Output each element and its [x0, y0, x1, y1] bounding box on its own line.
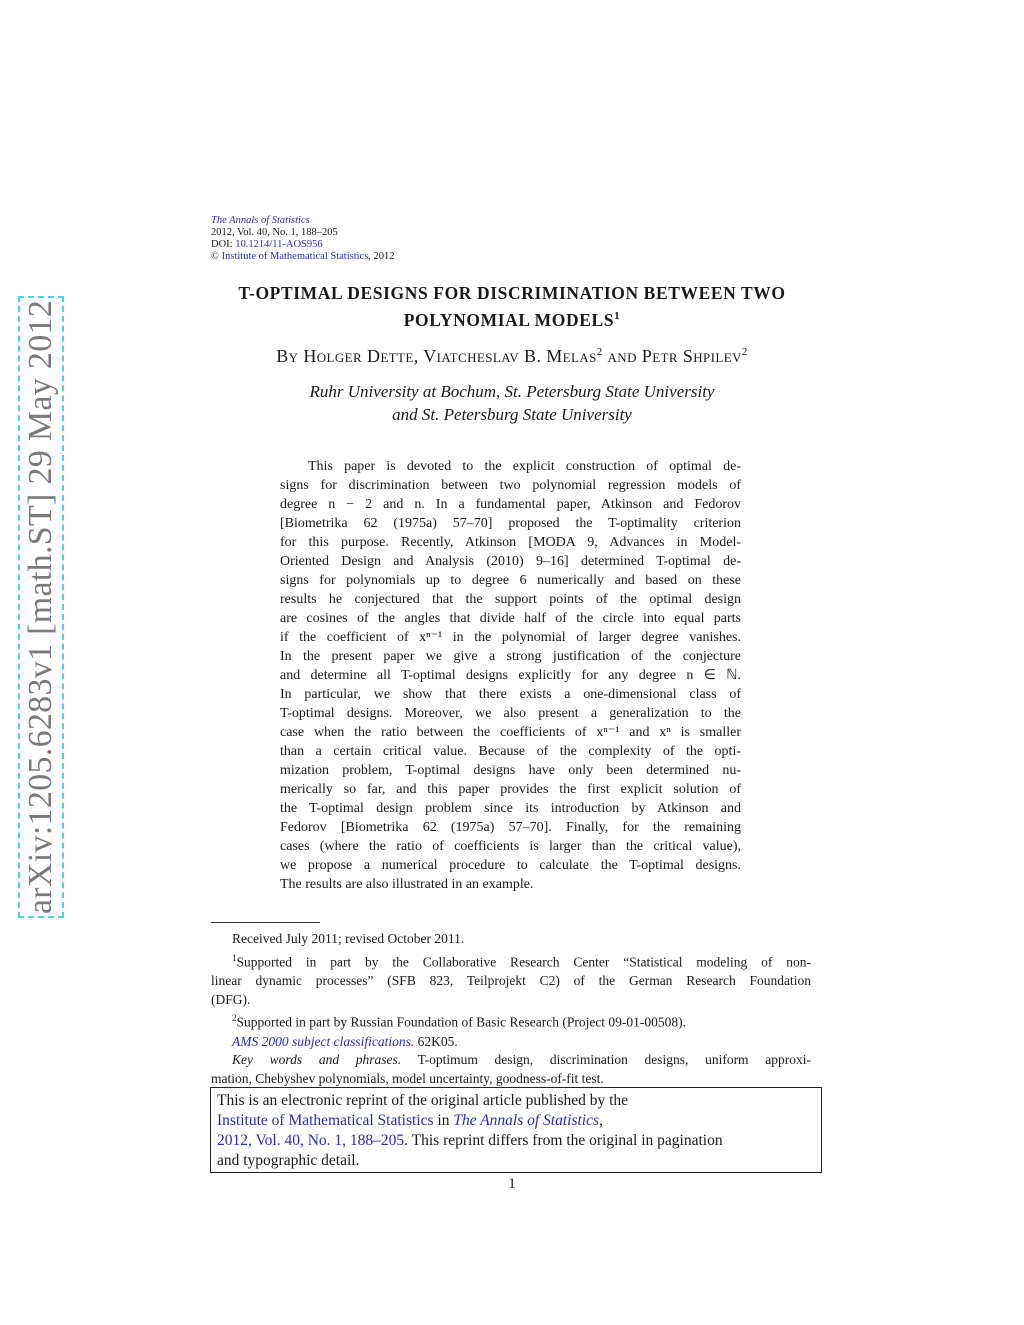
ams-classification-value: 62K05.: [414, 1033, 458, 1049]
copyright-line: [211, 251, 395, 263]
abstract-line: if the coefficient of xⁿ⁻¹ in the polynomial of larger degree vanishes.: [280, 630, 741, 645]
doi-link[interactable]: 10.1214/11-AOS956: [235, 239, 323, 250]
journal-name-link[interactable]: The Annals of Statistics: [211, 215, 310, 226]
page-number: 1: [508, 1176, 516, 1192]
paper-title: [212, 282, 812, 332]
reprint-journal-link[interactable]: The Annals of Statistics: [453, 1112, 600, 1129]
abstract-line: Oriented Design and Analysis (2010) 9–16] determined T-optimal de-: [280, 554, 741, 569]
arxiv-side-stamp: [18, 296, 64, 918]
keywords-text-1: T-optimum design, discrimination designs, uniform approxi-: [401, 1052, 811, 1068]
keywords-line-2: mation, Chebyshev polynomials, model uncertainty, goodness-of-fit test.: [211, 1070, 604, 1086]
journal-issue: 2012, Vol. 40, No. 1, 188–205: [211, 227, 338, 238]
author-and: and: [602, 346, 642, 366]
copyright-symbol: ©: [211, 251, 219, 262]
abstract-line: signs for discrimination between two polynomial regression models of: [280, 478, 741, 493]
title-line-2: [212, 305, 812, 332]
journal-header: [211, 215, 395, 263]
title-line-2-text: POLYNOMIAL MODELS: [403, 309, 615, 330]
footnote-1-line-1: [211, 949, 811, 972]
footnote-2-text: Supported in part by Russian Foundation of Basic Research (Project 09-01-00508).: [236, 1014, 687, 1030]
abstract-line: T-optimal designs. Moreover, we also present a generalization to the: [280, 706, 741, 721]
abstract-line: In particular, we show that there exists a one-dimensional class of: [280, 687, 741, 702]
abstract-line: case when the ratio between the coefficients of xⁿ⁻¹ and xⁿ is smaller: [280, 725, 741, 740]
abstract-line: Fedorov [Biometrika 62 (1975a) 57–70]. Finally, for the remaining: [280, 820, 741, 835]
authors-prefix: By: [276, 346, 304, 366]
affiliation-line-1: Ruhr University at Bochum, St. Petersburg State University: [309, 382, 715, 401]
abstract-line: This paper is devoted to the explicit construction of optimal de-: [308, 459, 741, 474]
abstract-line: cases (where the ratio of coefficients is larger than the critical value),: [280, 839, 741, 854]
footnote-1-line-2: linear dynamic processes” (SFB 823, Teilprojekt C2) of the German Research Foundation: [211, 972, 811, 988]
title-footnote-mark: 1: [614, 310, 621, 322]
footnote-2-mark: 2: [232, 1013, 237, 1024]
footnote-rule: [211, 922, 320, 923]
abstract-line: we propose a numerical procedure to calculate the T-optimal designs.: [280, 858, 741, 873]
doi-label: DOI:: [211, 239, 236, 250]
author-shpilev: Petr Shpilev: [641, 346, 742, 366]
copyright-year: , 2012: [368, 251, 395, 262]
received-dates: Received July 2011; revised October 2011.: [232, 931, 465, 946]
footnote-1-line-3: (DFG).: [211, 991, 251, 1007]
abstract-line: the T-optimal design problem since its introduction by Atkinson and: [280, 801, 741, 816]
reprint-line-2: [217, 1111, 815, 1131]
affiliation-line-2: and St. Petersburg State University: [392, 405, 632, 424]
affiliations: [212, 380, 812, 426]
author-dette: Holger Dette: [303, 346, 414, 366]
author-shpilev-mark: 2: [741, 346, 748, 358]
reprint-citation-link[interactable]: 2012, Vol. 40, No. 1, 188–205: [217, 1132, 405, 1149]
reprint-notice: [210, 1087, 822, 1173]
abstract-line: for this purpose. Recently, Atkinson [MODA 9, Advances in Model-: [280, 535, 741, 550]
footnote-2: [211, 1009, 811, 1032]
keywords-line-1: [211, 1051, 811, 1070]
reprint-line-1: This is an electronic reprint of the original article published by the: [217, 1092, 629, 1109]
abstract-line: [Biometrika 62 (1975a) 57–70] proposed the T-optimality criterion: [280, 516, 741, 531]
reprint-line-3: [217, 1131, 815, 1151]
author-melas-mark: 2: [596, 346, 603, 358]
abstract-line: are cosines of the angles that divide half of the circle into equal parts: [280, 611, 741, 626]
footnote-1-mark: 1: [232, 952, 237, 963]
abstract-line: merically so far, and this paper provides the first explicit solution of: [280, 782, 741, 797]
abstract-line: signs for polynomials up to degree 6 numerically and based on these: [280, 573, 741, 588]
reprint-line-4: and typographic detail.: [217, 1152, 360, 1169]
reprint-publisher-link[interactable]: Institute of Mathematical Statistics: [217, 1112, 434, 1129]
abstract-line: The results are also illustrated in an example.: [280, 877, 534, 892]
ams-classification-link[interactable]: AMS 2000 subject classifications.: [232, 1033, 415, 1049]
abstract-line: In the present paper we give a strong justification of the conjecture: [280, 649, 741, 664]
reprint-comma: ,: [599, 1112, 603, 1129]
reprint-in: in: [433, 1112, 454, 1129]
footnote-1-text-1: Supported in part by the Collaborative Research Center “Statistical modeling of non-: [236, 954, 811, 970]
publisher-link[interactable]: Institute of Mathematical Statistics: [221, 251, 369, 262]
abstract-line: degree n − 2 and n. In a fundamental paper, Atkinson and Fedorov: [280, 497, 741, 512]
title-line-1: T-OPTIMAL DESIGNS FOR DISCRIMINATION BETWEEN TWO: [238, 283, 786, 303]
doi-line: [211, 239, 395, 251]
author-separator: ,: [413, 346, 424, 366]
arxiv-identifier: arXiv:1205.6283v1 [math.ST] 29 May 2012: [22, 299, 59, 915]
ams-classification: [211, 1033, 811, 1052]
footnotes: [211, 930, 811, 1089]
abstract: [280, 457, 741, 894]
author-melas: Viatcheslav B. Melas: [423, 346, 597, 366]
abstract-line: results he conjectured that the support points of the optimal design: [280, 592, 741, 607]
abstract-line: mization problem, T-optimal designs have only been determined nu-: [280, 763, 741, 778]
abstract-line: than a certain critical value. Because of the complexity of the opti-: [280, 744, 741, 759]
reprint-line-3-rest: . This reprint differs from the original in pagination: [404, 1132, 723, 1149]
author-list: [212, 346, 812, 367]
abstract-line: and determine all T-optimal designs explicitly for any degree n ∈ ℕ.: [280, 668, 741, 683]
keywords-label: Key words and phrases.: [232, 1052, 402, 1068]
